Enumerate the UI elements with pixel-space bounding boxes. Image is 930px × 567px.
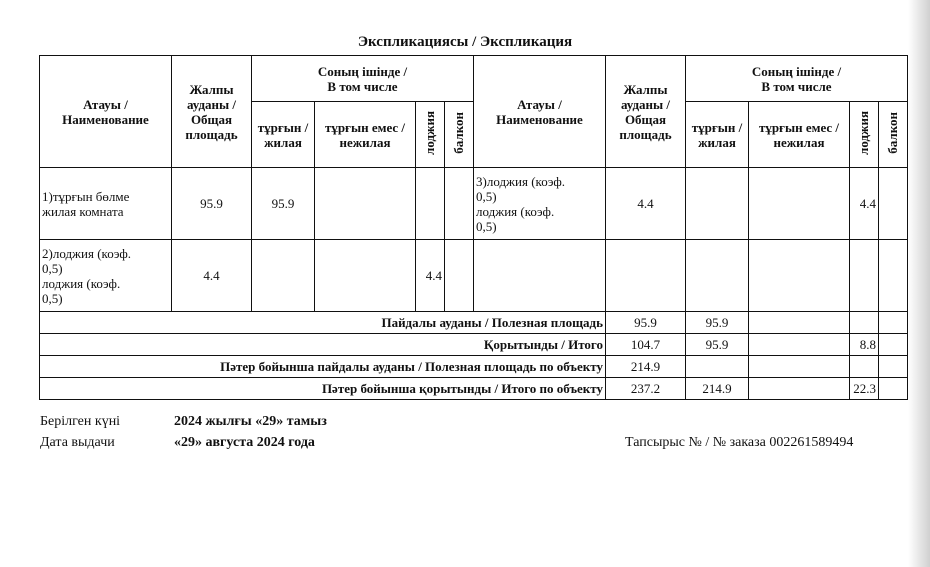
room-name: 2)лоджия (коэф. 0,5) лоджия (коэф. 0,5) bbox=[40, 240, 172, 312]
col-total-header: Жалпы ауданы / Общая площадь bbox=[172, 56, 252, 168]
total-area: 237.2 bbox=[606, 378, 686, 400]
page-title: Экспликациясы / Экспликация bbox=[357, 34, 573, 50]
room-total: 95.9 bbox=[172, 168, 252, 240]
totals-row bbox=[40, 312, 908, 334]
total-loggia bbox=[850, 356, 879, 378]
col-loggia-header-right: лоджия bbox=[850, 102, 879, 168]
room-name bbox=[474, 240, 606, 312]
col-including-header-right: Соның ішінде / В том числе bbox=[686, 56, 908, 102]
totals-row bbox=[40, 378, 908, 400]
col-nonliving-header: тұрғын емес / нежилая bbox=[315, 102, 416, 168]
issue-date-label-kz: Берілген күні bbox=[40, 414, 121, 429]
total-area: 104.7 bbox=[606, 334, 686, 356]
col-name-header-right: Атауы / Наименование bbox=[474, 56, 606, 168]
table-row bbox=[40, 168, 908, 240]
room-balcony bbox=[879, 240, 908, 312]
total-living: 95.9 bbox=[686, 334, 749, 356]
total-balcony bbox=[879, 312, 908, 334]
room-nonliving bbox=[315, 168, 416, 240]
col-name-header: Атауы / Наименование bbox=[40, 56, 172, 168]
room-total: 4.4 bbox=[172, 240, 252, 312]
room-loggia: 4.4 bbox=[416, 240, 445, 312]
total-living: 214.9 bbox=[686, 378, 749, 400]
room-balcony bbox=[879, 168, 908, 240]
total-balcony bbox=[879, 378, 908, 400]
total-area: 95.9 bbox=[606, 312, 686, 334]
issue-date-label-ru: Дата выдачи bbox=[40, 435, 115, 450]
room-name: 3)лоджия (коэф. 0,5) лоджия (коэф. 0,5) bbox=[474, 168, 606, 240]
issue-date-value-ru: «29» августа 2024 года bbox=[174, 435, 315, 450]
total-label: Пайдалы ауданы / Полезная площадь bbox=[40, 312, 606, 334]
explication-table bbox=[39, 55, 908, 400]
room-nonliving bbox=[749, 240, 850, 312]
issue-date-value-kz: 2024 жылғы «29» тамыз bbox=[174, 414, 327, 429]
total-balcony bbox=[879, 334, 908, 356]
room-total bbox=[606, 240, 686, 312]
total-label: Пәтер бойынша пайдалы ауданы / Полезная площадь по объекту bbox=[40, 356, 606, 378]
col-nonliving-header-right: тұрғын емес / нежилая bbox=[749, 102, 850, 168]
room-living: 95.9 bbox=[252, 168, 315, 240]
room-living bbox=[252, 240, 315, 312]
col-balcony-header-right: балкон bbox=[879, 102, 908, 168]
room-nonliving bbox=[315, 240, 416, 312]
room-balcony bbox=[445, 168, 474, 240]
total-area: 214.9 bbox=[606, 356, 686, 378]
room-loggia bbox=[850, 240, 879, 312]
room-loggia: 4.4 bbox=[850, 168, 879, 240]
total-nonliving bbox=[749, 356, 850, 378]
header-row-1 bbox=[40, 56, 908, 102]
total-label: Қорытынды / Итого bbox=[40, 334, 606, 356]
col-balcony-header: балкон bbox=[445, 102, 474, 168]
col-including-header: Соның ішінде / В том числе bbox=[252, 56, 474, 102]
totals-row bbox=[40, 334, 908, 356]
totals-row bbox=[40, 356, 908, 378]
room-name: 1)тұрғын бөлме жилая комната bbox=[40, 168, 172, 240]
total-living bbox=[686, 356, 749, 378]
room-living bbox=[686, 168, 749, 240]
room-living bbox=[686, 240, 749, 312]
total-loggia bbox=[850, 312, 879, 334]
total-nonliving bbox=[749, 378, 850, 400]
room-nonliving bbox=[749, 168, 850, 240]
table-row bbox=[40, 240, 908, 312]
total-living: 95.9 bbox=[686, 312, 749, 334]
room-balcony bbox=[445, 240, 474, 312]
total-loggia: 22.3 bbox=[850, 378, 879, 400]
total-nonliving bbox=[749, 334, 850, 356]
total-label: Пәтер бойынша қорытынды / Итого по объекту bbox=[40, 378, 606, 400]
total-loggia: 8.8 bbox=[850, 334, 879, 356]
page-edge-shadow bbox=[908, 0, 930, 567]
total-balcony bbox=[879, 356, 908, 378]
col-loggia-header: лоджия bbox=[416, 102, 445, 168]
col-total-header-right: Жалпы ауданы / Общая площадь bbox=[606, 56, 686, 168]
col-living-header: тұрғын / жилая bbox=[252, 102, 315, 168]
room-loggia bbox=[416, 168, 445, 240]
order-number: Тапсырыс № / № заказа 002261589494 bbox=[625, 435, 854, 450]
room-total: 4.4 bbox=[606, 168, 686, 240]
col-living-header-right: тұрғын / жилая bbox=[686, 102, 749, 168]
total-nonliving bbox=[749, 312, 850, 334]
